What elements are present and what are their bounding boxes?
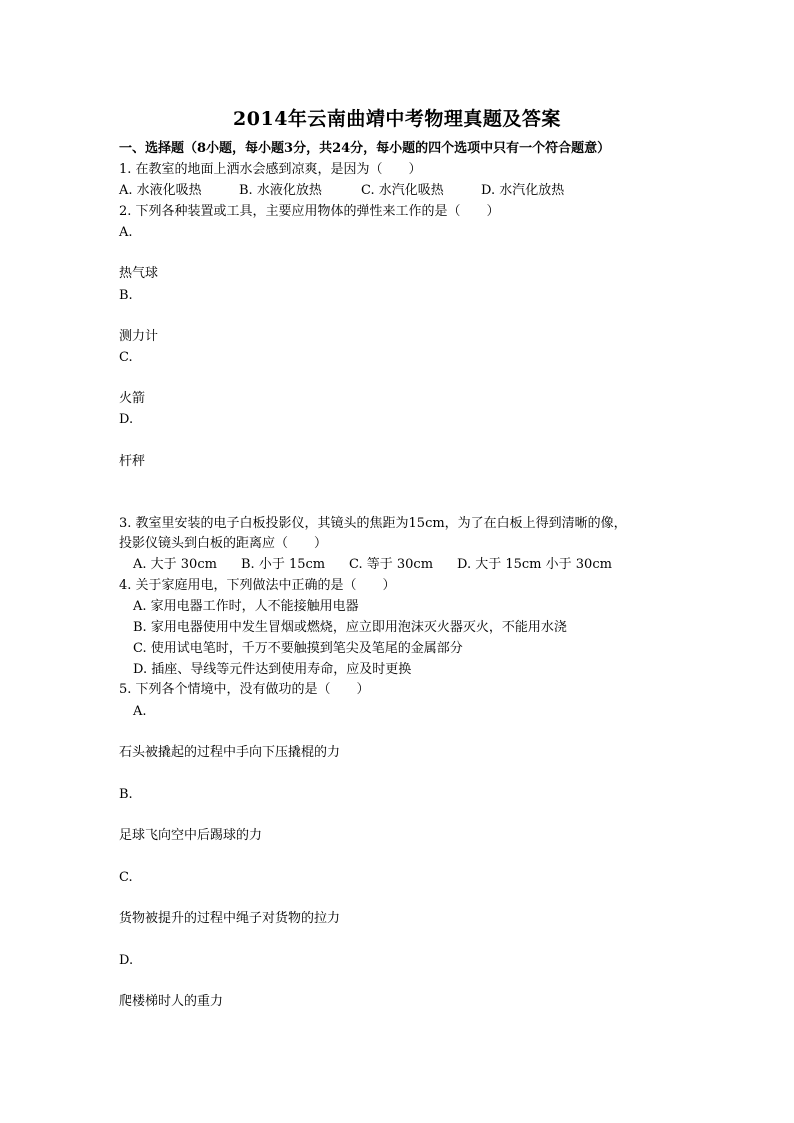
question-2-option-d-letter: D.: [119, 412, 134, 427]
question-4-option-c: C. 使用试电笔时，千万不要触摸到笔尖及笔尾的金属部分: [133, 641, 463, 656]
question-3-option-b: B. 小于 15cm: [241, 557, 326, 572]
question-2-option-b-text: 测力计: [119, 329, 159, 344]
question-4-option-d: D. 插座、导线等元件达到使用寿命，应及时更换: [133, 662, 412, 677]
question-2-option-a-letter: A.: [119, 225, 133, 240]
question-2-option-a-text: 热气球: [119, 266, 159, 281]
question-2-option-d-text: 杆秤: [119, 454, 146, 469]
section-heading: 一、选择题（8小题，每小题3分，共24分，每小题的四个选项中只有一个符合题意）: [119, 141, 611, 156]
question-5-option-d-text: 爬楼梯时人的重力: [119, 994, 224, 1009]
question-3-option-c: C. 等于 30cm: [349, 557, 434, 572]
question-3-option-a: A. 大于 30cm: [133, 557, 217, 572]
question-5-stem: 5. 下列各个情境中，没有做功的是（ ）: [119, 682, 370, 697]
question-5-option-c-text: 货物被提升的过程中绳子对货物的拉力: [119, 911, 341, 926]
question-3-stem-line-1: 3. 教室里安装的电子白板投影仪，其镜头的焦距为15cm，为了在白板上得到清晰的像，: [119, 516, 627, 531]
question-4-option-a: A. 家用电器工作时，人不能接触用电器: [133, 599, 359, 614]
page-title: 2014年云南曲靖中考物理真题及答案: [233, 108, 561, 130]
question-2-stem: 2. 下列各种装置或工具，主要应用物体的弹性来工作的是（ ）: [119, 204, 500, 219]
question-4-option-b: B. 家用电器使用中发生冒烟或燃烧，应立即用泡沫灭火器灭火，不能用水浇: [133, 620, 567, 635]
question-5-option-b-letter: B.: [119, 787, 133, 802]
question-1-option-a: A. 水液化吸热: [119, 183, 202, 198]
question-4-stem: 4. 关于家庭用电，下列做法中正确的是（ ）: [119, 578, 396, 593]
question-3-options: [133, 556, 612, 574]
question-5-option-b-text: 足球飞向空中后踢球的力: [119, 828, 263, 843]
question-1-stem: 1. 在教室的地面上洒水会感到凉爽，是因为（ ）: [119, 162, 422, 177]
question-1-option-d: D. 水汽化放热: [481, 183, 565, 198]
question-3-option-d: D. 大于 15cm 小于 30cm: [457, 557, 612, 572]
question-3-stem-line-2: 投影仪镜头到白板的距离应（ ）: [119, 536, 328, 551]
question-5-option-a-letter: A.: [133, 704, 147, 719]
question-1-option-c: C. 水汽化吸热: [361, 183, 444, 198]
question-2-option-c-letter: C.: [119, 350, 133, 365]
question-2-option-b-letter: B.: [119, 288, 133, 303]
question-5-option-d-letter: D.: [119, 953, 134, 968]
question-5-option-a-text: 石头被撬起的过程中手向下压撬棍的力: [119, 745, 341, 760]
question-2-option-c-text: 火箭: [119, 391, 146, 406]
question-5-option-c-letter: C.: [119, 870, 133, 885]
question-1-options: [119, 182, 564, 200]
question-1-option-b: B. 水液化放热: [239, 183, 322, 198]
